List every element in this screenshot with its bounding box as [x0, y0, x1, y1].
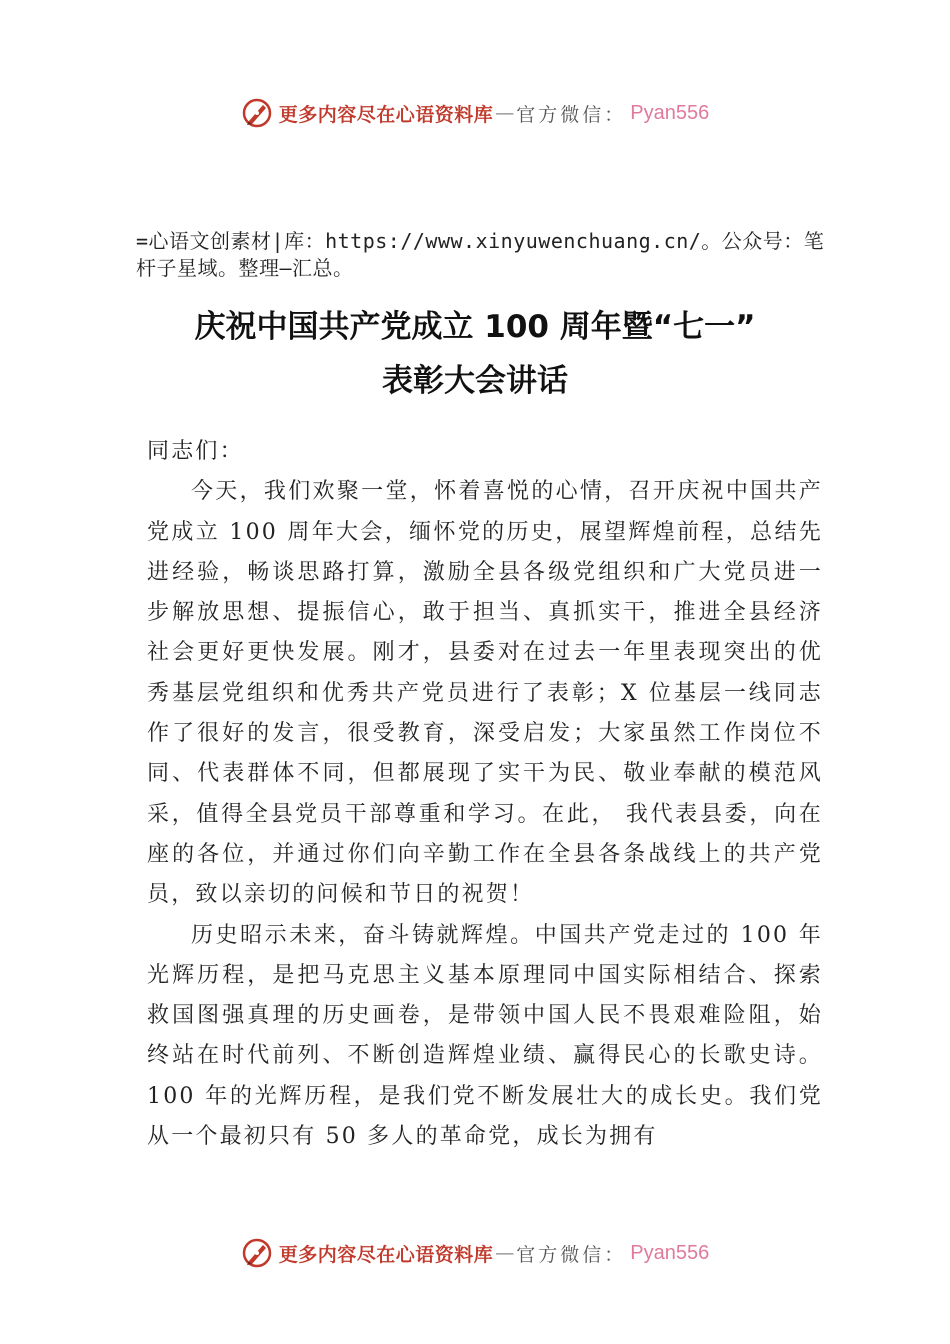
source-note: =心语文创素材|库：https://www.xinyuwenchuang.cn/。公众号：笔杆子星域。整理—汇总。 [136, 229, 825, 280]
body-paragraph: 今天，我们欢聚一堂，怀着喜悦的心情，召开庆祝中国共产党成立 100 周年大会，缅怀党的历史，展望辉煌前程，总结先进经验，畅谈思路打算，激励全县各级党组织和广大党员进一步解放思想、提振信心，敢于担当、真抓实干，推进全县经济社会更好更快发展。刚才，县委对在过去一年里表现突出的优秀基层党组织和优秀共产党员进行了表彰；X 位基层一线同志作了很好的发言，很受教育，深受启发；大家虽然工作岗位不同、代表群体不同，但都展现了实干为民、敬业奉献的模范风采，值得全县党员干部尊重和学习。在此， 我代表县委，向在座的各位，并通过你们向辛勤工作在全县各条战线上的共产党员，致以亲切的问候和节日的祝贺！ [147, 479, 823, 908]
watermark-wechat-label: 官方微信： [516, 1243, 627, 1266]
footer-watermark-banner [0, 1233, 950, 1273]
pen-logo-icon [241, 97, 273, 129]
document-body [147, 432, 823, 1157]
watermark-separator: — [495, 1242, 515, 1264]
body-paragraph: 历史昭示未来，奋斗铸就辉煌。中国共产党走过的 100 年光辉历程，是把马克思主义基本原理同中国实际相结合、探索救国图强真理的历史画卷，是带领中国人民不畏艰难险阻，始终站在时代前列、不断创造辉煌业绩、赢得民心的长歌史诗。100 年的光辉历程，是我们党不断发展壮大的成长史。我们党从一个最初只有 50 多人的革命党，成长为拥有 [147, 922, 823, 1150]
watermark-wechat-id: Pyan556 [630, 101, 710, 124]
document-title [0, 300, 950, 408]
salutation: 同志们： [147, 439, 244, 464]
pen-logo-icon [241, 1237, 273, 1269]
watermark-site-text: 更多内容尽在心语资料库 [278, 103, 494, 126]
title-line-1: 庆祝中国共产党成立 100 周年暨“七一” [194, 309, 756, 345]
watermark-wechat-id: Pyan556 [630, 1241, 710, 1264]
header-watermark-banner [0, 93, 950, 133]
watermark-site-text: 更多内容尽在心语资料库 [278, 1243, 494, 1266]
watermark-separator: — [495, 102, 515, 124]
title-line-2: 表彰大会讲话 [382, 363, 568, 399]
watermark-wechat-label: 官方微信： [516, 103, 627, 126]
